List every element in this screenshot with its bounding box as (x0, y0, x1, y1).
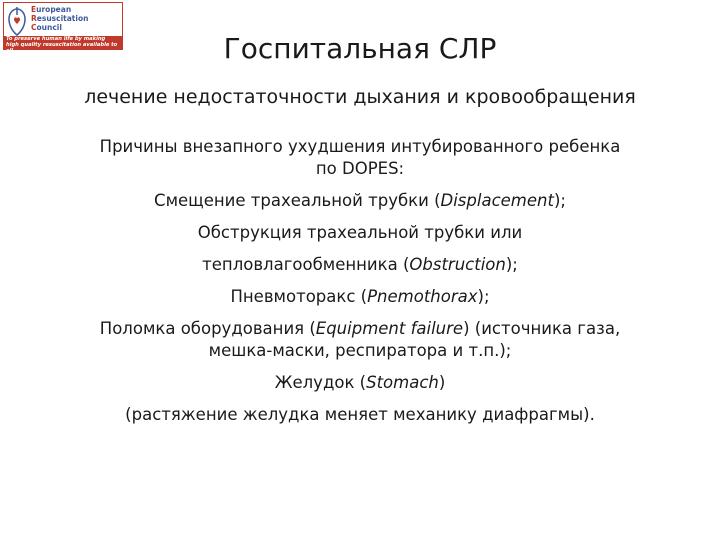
item-equipment-line-2: мешка-маски, респиратора и т.п.); (208, 341, 512, 360)
item-stomach-pre: Желудок ( (274, 373, 367, 392)
item-pneumothorax-pre: Пневмоторакс ( (230, 287, 368, 306)
item-displacement-pre: Смещение трахеальной трубки ( (154, 191, 441, 210)
item-obstruction-line-1: Обструкция трахеальной трубки или (197, 223, 523, 242)
logo-cap-r: R (31, 14, 37, 23)
logo-word-resuscitation: esuscitation (36, 14, 89, 23)
logo-cap-e: E (31, 5, 37, 14)
item-obstruction-pre: тепловлагообменника ( (202, 255, 410, 274)
slide-title: Госпитальная СЛР (223, 32, 497, 65)
item-displacement (30, 190, 690, 212)
item-displacement-term: Displacement (440, 191, 554, 210)
item-stomach-post: ) (438, 373, 446, 392)
slide-subtitle: лечение недостаточности дыхания и кровообращения (84, 86, 636, 108)
item-pneumothorax (30, 286, 690, 308)
item-stomach (30, 372, 690, 394)
item-equipment-pre: Поломка оборудования ( (99, 319, 316, 338)
logo-tagline-line1: To preserve human life by making (6, 36, 106, 42)
logo-word-european: uropean (36, 5, 72, 14)
item-stomach-term: Stomach (366, 373, 439, 392)
item-equipment-post: ) (источника газа, (463, 319, 621, 338)
item-displacement-post: ); (553, 191, 566, 210)
intro-line-1: Причины внезапного ухудшения интубированного ребенка (99, 137, 621, 156)
item-equipment (30, 318, 690, 340)
item-pneumothorax-term: Pnemothorax (367, 287, 478, 306)
item-stomach-line-2: (растяжение желудка меняет механику диафрагмы). (125, 405, 595, 424)
slide-body (30, 136, 690, 426)
intro-line-2: по DOPES: (315, 159, 405, 178)
logo-word-council: ouncil (36, 23, 62, 32)
item-obstruction-term: Obstruction (409, 255, 506, 274)
logo-cap-c: C (31, 23, 37, 32)
item-obstruction (30, 254, 690, 276)
item-pneumothorax-post: ); (477, 287, 490, 306)
item-equipment-term: Equipment failure (315, 319, 464, 338)
logo-text (31, 5, 88, 32)
logo-tagline-line2: high quality resuscitation available to all (6, 42, 118, 55)
item-obstruction-post: ); (505, 255, 518, 274)
